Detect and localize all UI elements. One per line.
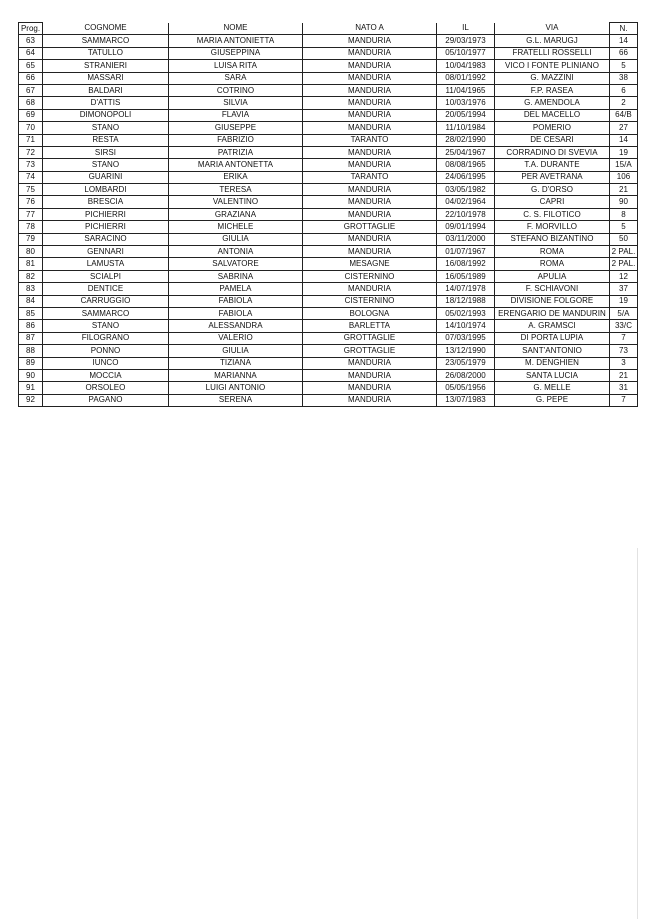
cell-cognome: BRESCIA (43, 196, 169, 208)
cell-nato-a: MANDURIA (303, 233, 437, 245)
table-row (19, 233, 638, 245)
cell-n: 14 (610, 35, 638, 47)
cell-nato-a: GROTTAGLIE (303, 345, 437, 357)
table-row (19, 122, 638, 134)
table-row (19, 60, 638, 72)
cell-prog: 80 (19, 246, 43, 258)
cell-il: 03/11/2000 (437, 233, 495, 245)
cell-nome: LUISA RITA (169, 60, 303, 72)
cell-prog: 73 (19, 159, 43, 171)
table-row (19, 221, 638, 233)
cell-nato-a: MANDURIA (303, 196, 437, 208)
cell-n: 15/A (610, 159, 638, 171)
cell-il: 14/07/1978 (437, 283, 495, 295)
cell-nato-a: MANDURIA (303, 84, 437, 96)
cell-prog: 86 (19, 320, 43, 332)
cell-n: 50 (610, 233, 638, 245)
header-prog: Prog. (19, 23, 43, 35)
cell-il: 16/05/1989 (437, 270, 495, 282)
table-row (19, 208, 638, 220)
cell-via: APULIA (495, 270, 610, 282)
cell-n: 27 (610, 122, 638, 134)
table-row (19, 369, 638, 381)
cell-n: 14 (610, 134, 638, 146)
cell-il: 13/12/1990 (437, 345, 495, 357)
cell-prog: 66 (19, 72, 43, 84)
header-il: IL (437, 23, 495, 35)
cell-n: 2 PAL. (610, 246, 638, 258)
cell-via: STEFANO BIZANTINO (495, 233, 610, 245)
cell-cognome: DIMONOPOLI (43, 109, 169, 121)
cell-nome: GIUSEPPE (169, 122, 303, 134)
cell-prog: 72 (19, 146, 43, 158)
cell-il: 18/12/1988 (437, 295, 495, 307)
cell-prog: 84 (19, 295, 43, 307)
table-row (19, 184, 638, 196)
cell-cognome: STANO (43, 320, 169, 332)
cell-nato-a: MANDURIA (303, 246, 437, 258)
cell-nato-a: MANDURIA (303, 60, 437, 72)
cell-cognome: MOCCIA (43, 369, 169, 381)
cell-n: 33/C (610, 320, 638, 332)
register-table (18, 22, 638, 407)
cell-cognome: SAMMARCO (43, 35, 169, 47)
cell-nome: ANTONIA (169, 246, 303, 258)
cell-via: CORRADINO DI SVEVIA (495, 146, 610, 158)
cell-cognome: STANO (43, 122, 169, 134)
cell-il: 13/07/1983 (437, 394, 495, 406)
cell-via: VICO I FONTE PLINIANO (495, 60, 610, 72)
cell-nome: PATRIZIA (169, 146, 303, 158)
cell-n: 12 (610, 270, 638, 282)
cell-via: DE CESARI (495, 134, 610, 146)
cell-nato-a: MANDURIA (303, 97, 437, 109)
cell-n: 66 (610, 47, 638, 59)
table-row (19, 394, 638, 406)
cell-prog: 81 (19, 258, 43, 270)
cell-nato-a: CISTERNINO (303, 270, 437, 282)
cell-cognome: GENNARI (43, 246, 169, 258)
table-row (19, 345, 638, 357)
cell-cognome: STANO (43, 159, 169, 171)
cell-nato-a: MANDURIA (303, 208, 437, 220)
cell-nome: VALENTINO (169, 196, 303, 208)
cell-nato-a: TARANTO (303, 134, 437, 146)
scan-edge-line (637, 548, 638, 919)
cell-n: 5 (610, 60, 638, 72)
header-row (19, 23, 638, 35)
cell-via: ROMA (495, 246, 610, 258)
cell-nome: PAMELA (169, 283, 303, 295)
cell-il: 28/02/1990 (437, 134, 495, 146)
cell-nome: SILVIA (169, 97, 303, 109)
cell-via: T.A. DURANTE (495, 159, 610, 171)
cell-nato-a: BOLOGNA (303, 307, 437, 319)
cell-n: 6 (610, 84, 638, 96)
cell-nome: TIZIANA (169, 357, 303, 369)
cell-nato-a: MANDURIA (303, 159, 437, 171)
cell-prog: 82 (19, 270, 43, 282)
table-row (19, 320, 638, 332)
cell-il: 05/05/1956 (437, 382, 495, 394)
cell-nome: MICHELE (169, 221, 303, 233)
cell-n: 106 (610, 171, 638, 183)
cell-n: 73 (610, 345, 638, 357)
cell-prog: 91 (19, 382, 43, 394)
cell-nato-a: MANDURIA (303, 369, 437, 381)
header-n: N. (610, 23, 638, 35)
table-row (19, 159, 638, 171)
cell-n: 7 (610, 394, 638, 406)
cell-il: 08/08/1965 (437, 159, 495, 171)
table-row (19, 97, 638, 109)
cell-nato-a: GROTTAGLIE (303, 332, 437, 344)
cell-cognome: MASSARI (43, 72, 169, 84)
cell-n: 21 (610, 184, 638, 196)
cell-via: G. MAZZINI (495, 72, 610, 84)
cell-prog: 78 (19, 221, 43, 233)
cell-il: 24/06/1995 (437, 171, 495, 183)
cell-il: 05/10/1977 (437, 47, 495, 59)
cell-cognome: LAMUSTA (43, 258, 169, 270)
cell-nome: SARA (169, 72, 303, 84)
cell-nome: ERIKA (169, 171, 303, 183)
cell-prog: 85 (19, 307, 43, 319)
cell-il: 25/04/1967 (437, 146, 495, 158)
cell-cognome: SAMMARCO (43, 307, 169, 319)
cell-via: C. S. FILOTICO (495, 208, 610, 220)
cell-cognome: PONNO (43, 345, 169, 357)
cell-via: G.L. MARUGJ (495, 35, 610, 47)
cell-via: DI PORTA LUPIA (495, 332, 610, 344)
table-row (19, 47, 638, 59)
cell-nome: ALESSANDRA (169, 320, 303, 332)
cell-n: 37 (610, 283, 638, 295)
cell-via: SANTA LUCIA (495, 369, 610, 381)
cell-nome: COTRINO (169, 84, 303, 96)
cell-via: POMERIO (495, 122, 610, 134)
cell-n: 19 (610, 295, 638, 307)
cell-n: 8 (610, 208, 638, 220)
cell-cognome: CARRUGGIO (43, 295, 169, 307)
cell-il: 26/08/2000 (437, 369, 495, 381)
cell-cognome: BALDARI (43, 84, 169, 96)
cell-il: 07/03/1995 (437, 332, 495, 344)
cell-prog: 76 (19, 196, 43, 208)
cell-nato-a: MANDURIA (303, 72, 437, 84)
cell-nome: FABRIZIO (169, 134, 303, 146)
cell-via: PER AVETRANA (495, 171, 610, 183)
cell-via: G. PEPE (495, 394, 610, 406)
cell-nato-a: MANDURIA (303, 47, 437, 59)
table-row (19, 283, 638, 295)
table-row (19, 295, 638, 307)
cell-il: 08/01/1992 (437, 72, 495, 84)
table-row (19, 72, 638, 84)
table-row (19, 171, 638, 183)
cell-cognome: STRANIERI (43, 60, 169, 72)
cell-cognome: PAGANO (43, 394, 169, 406)
cell-nato-a: MANDURIA (303, 382, 437, 394)
cell-n: 7 (610, 332, 638, 344)
cell-via: DIVISIONE FOLGORE (495, 295, 610, 307)
cell-via: ROMA (495, 258, 610, 270)
cell-prog: 70 (19, 122, 43, 134)
cell-nato-a: CISTERNINO (303, 295, 437, 307)
cell-il: 10/03/1976 (437, 97, 495, 109)
cell-via: ERENGARIO DE MANDURIN (495, 307, 610, 319)
cell-nome: GRAZIANA (169, 208, 303, 220)
table-row (19, 134, 638, 146)
cell-cognome: IUNCO (43, 357, 169, 369)
cell-nato-a: MANDURIA (303, 283, 437, 295)
cell-cognome: RESTA (43, 134, 169, 146)
cell-prog: 79 (19, 233, 43, 245)
cell-nome: GIUSEPPINA (169, 47, 303, 59)
cell-via: SANT'ANTONIO (495, 345, 610, 357)
cell-prog: 68 (19, 97, 43, 109)
cell-n: 90 (610, 196, 638, 208)
table-row (19, 258, 638, 270)
cell-cognome: PICHIERRI (43, 221, 169, 233)
cell-nome: LUIGI ANTONIO (169, 382, 303, 394)
cell-nato-a: MANDURIA (303, 184, 437, 196)
table-row (19, 270, 638, 282)
cell-il: 16/08/1992 (437, 258, 495, 270)
header-cognome: COGNOME (43, 23, 169, 35)
cell-n: 21 (610, 369, 638, 381)
cell-nato-a: MANDURIA (303, 357, 437, 369)
cell-n: 31 (610, 382, 638, 394)
cell-cognome: FILOGRANO (43, 332, 169, 344)
cell-prog: 65 (19, 60, 43, 72)
cell-il: 20/05/1994 (437, 109, 495, 121)
cell-il: 03/05/1982 (437, 184, 495, 196)
cell-nome: MARIA ANTONIETTA (169, 35, 303, 47)
cell-nato-a: GROTTAGLIE (303, 221, 437, 233)
cell-il: 09/01/1994 (437, 221, 495, 233)
cell-nome: FABIOLA (169, 295, 303, 307)
cell-il: 23/05/1979 (437, 357, 495, 369)
cell-via: G. D'ORSO (495, 184, 610, 196)
table-body (19, 35, 638, 407)
cell-cognome: GUARINI (43, 171, 169, 183)
cell-via: A. GRAMSCI (495, 320, 610, 332)
header-via: VIA (495, 23, 610, 35)
cell-cognome: LOMBARDI (43, 184, 169, 196)
cell-il: 10/04/1983 (437, 60, 495, 72)
cell-via: FRATELLI ROSSELLI (495, 47, 610, 59)
cell-prog: 75 (19, 184, 43, 196)
table-header (19, 23, 638, 35)
cell-nome: SABRINA (169, 270, 303, 282)
cell-n: 5/A (610, 307, 638, 319)
cell-n: 2 (610, 97, 638, 109)
cell-prog: 71 (19, 134, 43, 146)
cell-cognome: DENTICE (43, 283, 169, 295)
cell-via: M. DENGHIEN (495, 357, 610, 369)
cell-via: G. AMENDOLA (495, 97, 610, 109)
cell-il: 14/10/1974 (437, 320, 495, 332)
cell-prog: 67 (19, 84, 43, 96)
cell-via: CAPRI (495, 196, 610, 208)
cell-prog: 77 (19, 208, 43, 220)
cell-cognome: SIRSI (43, 146, 169, 158)
cell-nato-a: MANDURIA (303, 146, 437, 158)
cell-nato-a: MANDURIA (303, 35, 437, 47)
cell-prog: 83 (19, 283, 43, 295)
cell-n: 5 (610, 221, 638, 233)
cell-prog: 87 (19, 332, 43, 344)
cell-il: 04/02/1964 (437, 196, 495, 208)
cell-n: 38 (610, 72, 638, 84)
cell-il: 01/07/1967 (437, 246, 495, 258)
table-row (19, 357, 638, 369)
cell-nome: GIULIA (169, 233, 303, 245)
cell-nome: MARIANNA (169, 369, 303, 381)
cell-il: 22/10/1978 (437, 208, 495, 220)
cell-prog: 74 (19, 171, 43, 183)
table-row (19, 35, 638, 47)
table-row (19, 196, 638, 208)
cell-cognome: SCIALPI (43, 270, 169, 282)
cell-nato-a: TARANTO (303, 171, 437, 183)
cell-cognome: PICHIERRI (43, 208, 169, 220)
cell-nome: SERENA (169, 394, 303, 406)
cell-n: 19 (610, 146, 638, 158)
cell-cognome: SARACINO (43, 233, 169, 245)
header-nato-a: NATO A (303, 23, 437, 35)
cell-via: DEL MACELLO (495, 109, 610, 121)
table-row (19, 332, 638, 344)
cell-n: 64/B (610, 109, 638, 121)
table-row (19, 109, 638, 121)
cell-nato-a: MANDURIA (303, 394, 437, 406)
header-nome: NOME (169, 23, 303, 35)
cell-via: F. SCHIAVONI (495, 283, 610, 295)
table-row (19, 146, 638, 158)
cell-cognome: TATULLO (43, 47, 169, 59)
table-row (19, 307, 638, 319)
cell-nato-a: MESAGNE (303, 258, 437, 270)
cell-nome: TERESA (169, 184, 303, 196)
cell-prog: 69 (19, 109, 43, 121)
table-row (19, 382, 638, 394)
cell-cognome: ORSOLEO (43, 382, 169, 394)
cell-nome: FLAVIA (169, 109, 303, 121)
cell-nato-a: MANDURIA (303, 109, 437, 121)
cell-il: 11/10/1984 (437, 122, 495, 134)
cell-via: F. MORVILLO (495, 221, 610, 233)
cell-prog: 92 (19, 394, 43, 406)
cell-nome: MARIA ANTONETTA (169, 159, 303, 171)
cell-prog: 90 (19, 369, 43, 381)
table-row (19, 84, 638, 96)
cell-via: G. MELLE (495, 382, 610, 394)
cell-prog: 63 (19, 35, 43, 47)
cell-nato-a: BARLETTA (303, 320, 437, 332)
cell-nome: FABIOLA (169, 307, 303, 319)
cell-n: 3 (610, 357, 638, 369)
cell-cognome: D'ATTIS (43, 97, 169, 109)
cell-il: 05/02/1993 (437, 307, 495, 319)
cell-il: 11/04/1965 (437, 84, 495, 96)
cell-nome: SALVATORE (169, 258, 303, 270)
cell-nome: VALERIO (169, 332, 303, 344)
cell-prog: 89 (19, 357, 43, 369)
cell-via: F.P. RASEA (495, 84, 610, 96)
cell-nome: GIULIA (169, 345, 303, 357)
cell-prog: 88 (19, 345, 43, 357)
cell-il: 29/03/1973 (437, 35, 495, 47)
cell-prog: 64 (19, 47, 43, 59)
cell-n: 2 PAL. (610, 258, 638, 270)
cell-nato-a: MANDURIA (303, 122, 437, 134)
table-row (19, 246, 638, 258)
